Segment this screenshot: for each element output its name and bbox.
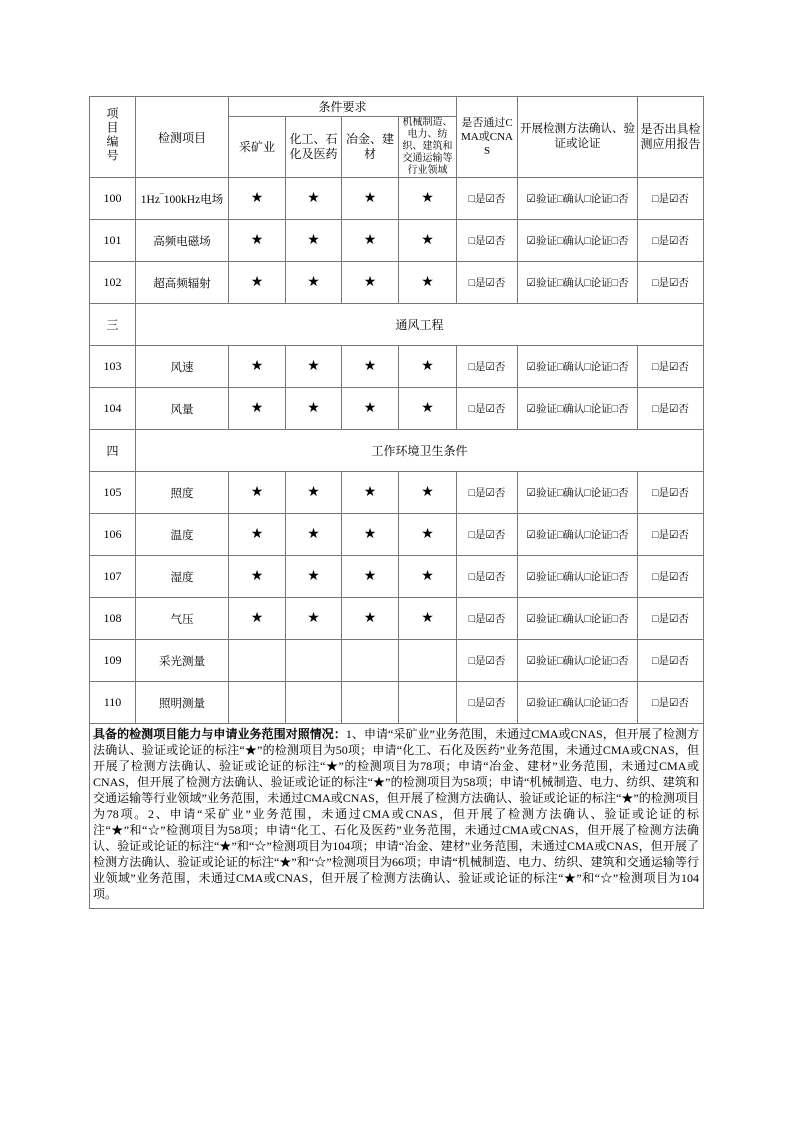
method-checkbox-cell: ☑验证□确认□论证□否 — [518, 682, 638, 724]
star-cell: ★ — [342, 472, 399, 514]
table-row — [90, 682, 704, 724]
section-row — [90, 304, 704, 346]
table-row — [90, 598, 704, 640]
report-checkbox-cell: □是☑否 — [638, 556, 704, 598]
project-no-cell: 105 — [90, 472, 136, 514]
star-cell — [286, 682, 342, 724]
star-cell: ★ — [286, 346, 342, 388]
project-no-cell: 107 — [90, 556, 136, 598]
star-cell: ★ — [399, 556, 457, 598]
star-cell: ★ — [229, 556, 286, 598]
industry-header-metallurgy: 冶金、建材 — [342, 117, 399, 178]
notes-lead: 具备的检测项目能力与申请业务范围对照情况： — [93, 727, 346, 741]
table-row — [90, 262, 704, 304]
report-checkbox-cell: □是☑否 — [638, 598, 704, 640]
star-cell: ★ — [399, 178, 457, 220]
star-cell: ★ — [399, 220, 457, 262]
cma-checkbox-cell: □是☑否 — [457, 598, 518, 640]
table-row — [90, 514, 704, 556]
table-row — [90, 346, 704, 388]
star-cell: ★ — [342, 346, 399, 388]
star-cell: ★ — [229, 598, 286, 640]
star-cell: ★ — [342, 514, 399, 556]
report-checkbox-cell: □是☑否 — [638, 388, 704, 430]
item-name-cell: 风速 — [136, 346, 229, 388]
table-body — [90, 178, 704, 724]
table-row — [90, 178, 704, 220]
project-no-cell: 108 — [90, 598, 136, 640]
star-cell: ★ — [399, 346, 457, 388]
project-no-cell: 106 — [90, 514, 136, 556]
star-cell: ★ — [286, 598, 342, 640]
item-name-cell: 1Hz‾100kHz电场 — [136, 178, 229, 220]
section-no-cell: 三 — [90, 304, 136, 346]
notes-text: 1、申请“采矿业”业务范围，未通过CMA或CNAS，但开展了检测方法确认、验证或论证的标注“★”的检测项目为50项；申请“化工、石化及医药”业务范围，未通过CMA或CNAS，但开展了检测方法确认、验证或论证的标注“★”的检测项目为78项；申请“冶金、建材”业务范围，未通过CMA或CNAS，但开展了检测方法确认、验证或论证的标注“★”的检测项目为58项；申请“机械制造、电力、纺织、建筑和交通运输等行业领域”业务范围，未通过CMA或CNAS，但开展了检测方法确认、验证或论证的标注“★”的检测项目为78项。2、申请“采矿业”业务范围，未通过CMA或CNAS，但开展了检测方法确认、验证或论证的标注“★”和“☆”检测项目为58项；申请“化工、石化及医药”业务范围，未通过CMA或CNAS，但开展了检测方法确认、验证或论证的标注“★”和“☆”检测项目为104项；申请“冶金、建材”业务范围，未通过CMA或CNAS，但开展了检测方法确认、验证或论证的标注“★”和“☆”检测项目为66项；申请“机械制造、电力、纺织、建筑和交通运输等行业领域”业务范围，未通过CMA或CNAS，但开展了检测方法确认、验证或论证的标注“★”和“☆”检测项目为104项。 — [93, 727, 700, 901]
method-checkbox-cell: ☑验证□确认□论证□否 — [518, 514, 638, 556]
condition-header: 条件要求 — [229, 97, 457, 117]
method-checkbox-cell: ☑验证□确认□论证□否 — [518, 598, 638, 640]
star-cell — [229, 640, 286, 682]
method-checkbox-cell: ☑验证□确认□论证□否 — [518, 640, 638, 682]
star-cell: ★ — [286, 472, 342, 514]
detection-items-table — [89, 96, 704, 909]
table-footer — [90, 724, 704, 909]
industry-header-machinery: 机械制造、电力、纺织、建筑和交通运输等行业领域 — [399, 117, 457, 178]
industry-header-chemical: 化工、石化及医药 — [286, 117, 342, 178]
star-cell: ★ — [229, 472, 286, 514]
item-name-cell: 采光测量 — [136, 640, 229, 682]
item-name-cell: 高频电磁场 — [136, 220, 229, 262]
method-checkbox-cell: ☑验证□确认□论证□否 — [518, 472, 638, 514]
method-checkbox-cell: ☑验证□确认□论证□否 — [518, 346, 638, 388]
project-no-cell: 100 — [90, 178, 136, 220]
star-cell — [342, 640, 399, 682]
item-name-cell: 照明测量 — [136, 682, 229, 724]
notes-cell — [90, 724, 704, 909]
method-checkbox-cell: ☑验证□确认□论证□否 — [518, 556, 638, 598]
star-cell: ★ — [342, 178, 399, 220]
star-cell: ★ — [286, 514, 342, 556]
project-no-cell: 104 — [90, 388, 136, 430]
table-row — [90, 220, 704, 262]
report-checkbox-cell: □是☑否 — [638, 472, 704, 514]
cma-checkbox-cell: □是☑否 — [457, 556, 518, 598]
star-cell: ★ — [229, 220, 286, 262]
item-name-cell: 超高频辐射 — [136, 262, 229, 304]
star-cell: ★ — [399, 262, 457, 304]
project-no-cell: 109 — [90, 640, 136, 682]
table-row — [90, 388, 704, 430]
report-header: 是否出具检测应用报告 — [638, 97, 704, 178]
cma-checkbox-cell: □是☑否 — [457, 262, 518, 304]
cma-checkbox-cell: □是☑否 — [457, 472, 518, 514]
method-checkbox-cell: ☑验证□确认□论证□否 — [518, 178, 638, 220]
cma-header: 是否通过CMA或CNAS — [457, 97, 518, 178]
cma-checkbox-cell: □是☑否 — [457, 220, 518, 262]
cma-checkbox-cell: □是☑否 — [457, 346, 518, 388]
notes-row — [90, 724, 704, 909]
star-cell — [399, 682, 457, 724]
star-cell: ★ — [229, 514, 286, 556]
project-no-cell: 101 — [90, 220, 136, 262]
section-title-cell: 通风工程 — [136, 304, 704, 346]
method-checkbox-cell: ☑验证□确认□论证□否 — [518, 388, 638, 430]
star-cell: ★ — [286, 388, 342, 430]
item-name-cell: 温度 — [136, 514, 229, 556]
star-cell: ★ — [342, 598, 399, 640]
item-name-cell: 气压 — [136, 598, 229, 640]
section-no-cell: 四 — [90, 430, 136, 472]
method-checkbox-cell: ☑验证□确认□论证□否 — [518, 262, 638, 304]
star-cell: ★ — [229, 262, 286, 304]
star-cell: ★ — [342, 388, 399, 430]
star-cell — [286, 640, 342, 682]
item-name-cell: 湿度 — [136, 556, 229, 598]
star-cell: ★ — [286, 220, 342, 262]
report-checkbox-cell: □是☑否 — [638, 178, 704, 220]
cma-checkbox-cell: □是☑否 — [457, 178, 518, 220]
star-cell: ★ — [286, 556, 342, 598]
report-checkbox-cell: □是☑否 — [638, 262, 704, 304]
report-checkbox-cell: □是☑否 — [638, 220, 704, 262]
star-cell: ★ — [229, 388, 286, 430]
project-no-cell: 102 — [90, 262, 136, 304]
project-no-cell: 103 — [90, 346, 136, 388]
star-cell — [399, 640, 457, 682]
table-header — [90, 97, 704, 178]
star-cell — [229, 682, 286, 724]
industry-header-mining: 采矿业 — [229, 117, 286, 178]
star-cell: ★ — [342, 556, 399, 598]
item-name-cell: 风量 — [136, 388, 229, 430]
header-row-condition — [90, 97, 704, 117]
item-name-cell: 照度 — [136, 472, 229, 514]
section-row — [90, 430, 704, 472]
star-cell: ★ — [229, 178, 286, 220]
table-row — [90, 472, 704, 514]
star-cell — [342, 682, 399, 724]
star-cell: ★ — [399, 598, 457, 640]
section-title-cell: 工作环境卫生条件 — [136, 430, 704, 472]
table-row — [90, 556, 704, 598]
project-no-header — [90, 97, 136, 178]
table-row — [90, 640, 704, 682]
star-cell: ★ — [286, 178, 342, 220]
star-cell: ★ — [286, 262, 342, 304]
star-cell: ★ — [399, 514, 457, 556]
cma-checkbox-cell: □是☑否 — [457, 514, 518, 556]
project-no-header-label: 项目编号 — [105, 107, 119, 163]
star-cell: ★ — [342, 220, 399, 262]
star-cell: ★ — [399, 472, 457, 514]
report-checkbox-cell: □是☑否 — [638, 346, 704, 388]
project-no-cell: 110 — [90, 682, 136, 724]
star-cell: ★ — [399, 388, 457, 430]
item-header: 检测项目 — [136, 97, 229, 178]
star-cell: ★ — [229, 346, 286, 388]
report-checkbox-cell: □是☑否 — [638, 682, 704, 724]
method-checkbox-cell: ☑验证□确认□论证□否 — [518, 220, 638, 262]
cma-checkbox-cell: □是☑否 — [457, 388, 518, 430]
report-checkbox-cell: □是☑否 — [638, 514, 704, 556]
cma-checkbox-cell: □是☑否 — [457, 682, 518, 724]
star-cell: ★ — [342, 262, 399, 304]
method-header: 开展检测方法确认、验证或论证 — [518, 97, 638, 178]
report-checkbox-cell: □是☑否 — [638, 640, 704, 682]
cma-checkbox-cell: □是☑否 — [457, 640, 518, 682]
